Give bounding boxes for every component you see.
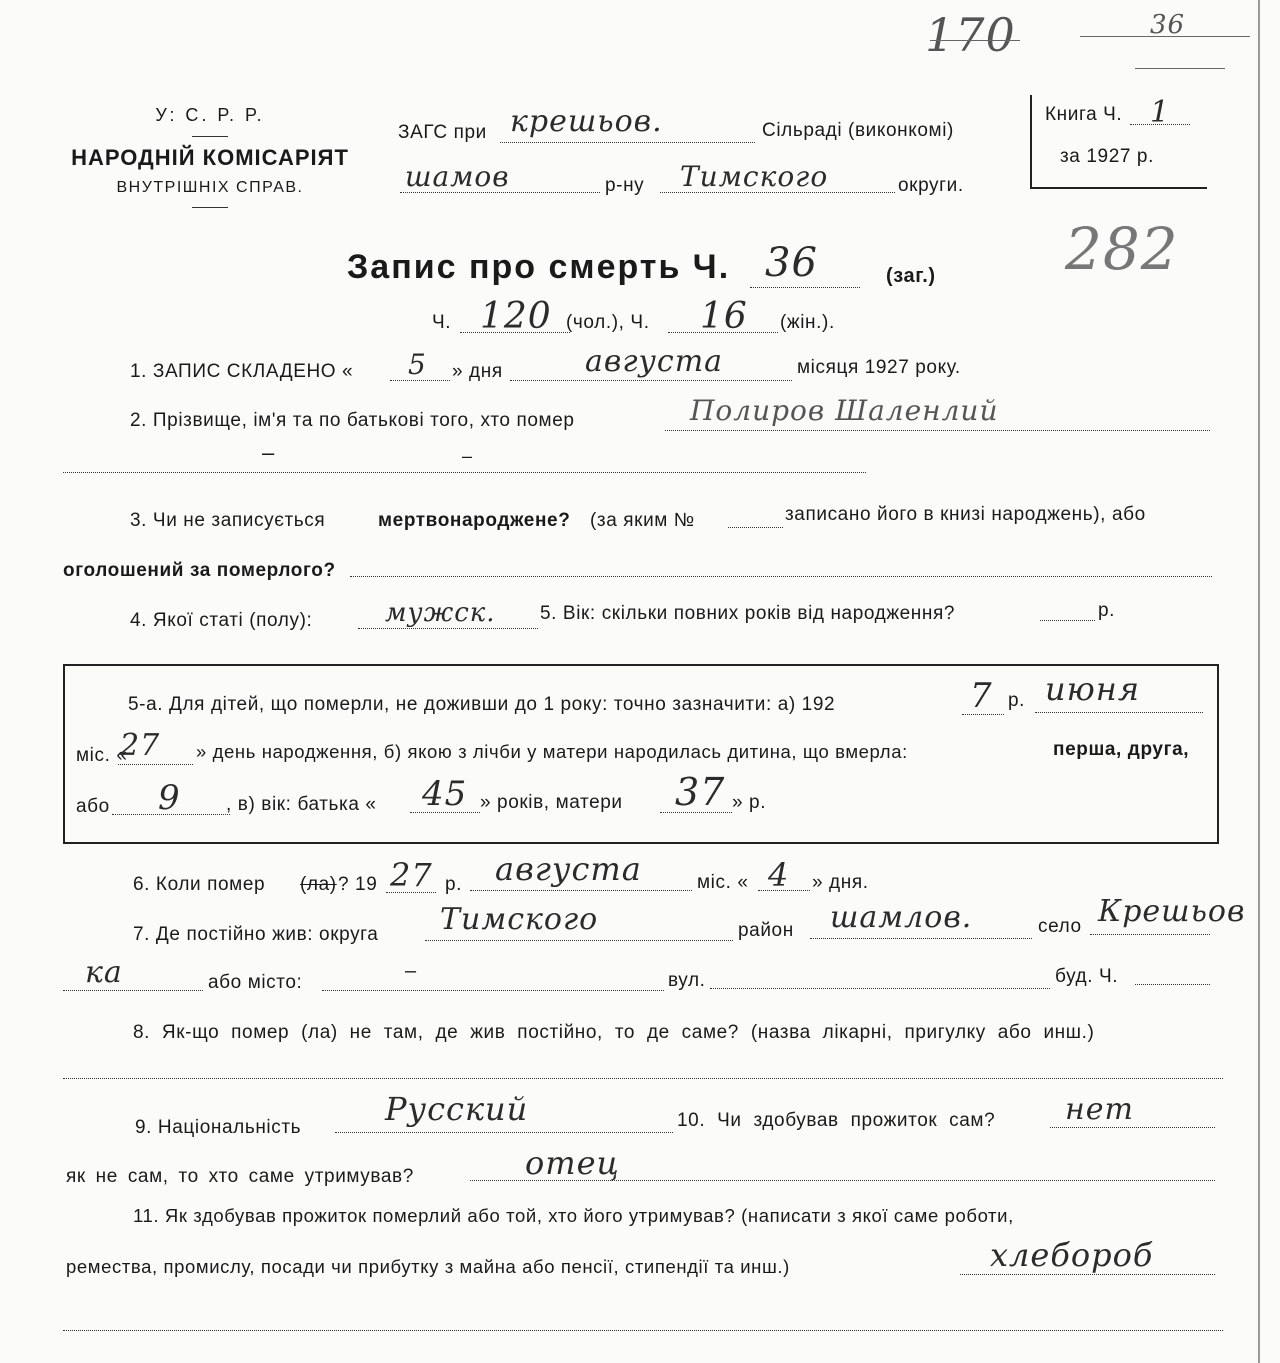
record-male-line xyxy=(460,332,570,333)
q6-month: августа xyxy=(495,850,642,888)
q7-dash: – xyxy=(405,960,417,982)
q5a-order: 9 xyxy=(158,778,181,818)
republic-label: У: С. Р. Р. xyxy=(155,105,265,125)
page-edge-line xyxy=(1258,0,1260,1363)
zags-village-suffix: Сільраді (виконкомі) xyxy=(762,120,954,141)
q5a-day-line xyxy=(118,764,193,765)
q10-value: нет xyxy=(1065,1092,1134,1127)
q3-text-b: (за яким № xyxy=(590,510,695,531)
q6-struck: (ла) xyxy=(300,874,337,895)
q7-text-d: або місто: xyxy=(208,972,303,993)
zags-village-line xyxy=(500,142,755,143)
q5-line xyxy=(1040,620,1095,621)
corner-line xyxy=(930,40,1020,41)
q1-month-line xyxy=(510,380,792,381)
q11-line-2 xyxy=(63,1330,1223,1331)
record-male-number: 120 xyxy=(480,296,552,337)
record-number-line xyxy=(750,287,860,288)
q2-line xyxy=(665,430,1210,431)
q3-text-a: 3. Чи не записується xyxy=(130,510,326,531)
q3-stillborn: мертвонароджене? xyxy=(378,510,571,531)
q5a-text-d: » день народження, б) якою з лічби у матери народилась дитина, що вмерла: xyxy=(196,741,908,762)
q7-street-line xyxy=(710,988,1050,989)
record-number: 36 xyxy=(765,240,818,286)
q7-text-b: район xyxy=(738,920,794,941)
q5a-year-digit: 7 xyxy=(970,676,993,716)
q1-month: августа xyxy=(585,344,724,379)
record-ch-label: Ч. xyxy=(432,312,452,333)
q7-okrug-line xyxy=(425,940,733,941)
q2-dash-1: – xyxy=(262,440,275,465)
q7-text-a: 7. Де постійно жив: округа xyxy=(133,924,379,945)
q5a-text-e: або xyxy=(76,796,110,817)
side-number-282: 282 xyxy=(1065,215,1179,283)
q5a-father-age: 45 xyxy=(422,774,468,814)
q5-unit: р. xyxy=(1098,600,1116,621)
corner-line-right xyxy=(1080,36,1250,37)
q5a-text-b: р. xyxy=(1008,690,1026,711)
q5a-day: 27 xyxy=(120,728,161,763)
q7-city-line xyxy=(322,990,664,991)
q5a-month: июня xyxy=(1045,670,1141,708)
q6-text-c: р. xyxy=(445,874,463,895)
q9-line xyxy=(335,1132,673,1133)
issuer-header xyxy=(60,105,360,216)
zags-okrug-line xyxy=(660,192,895,193)
q3-declared-line xyxy=(350,576,1212,577)
q6-text-b: ? 19 xyxy=(338,874,378,895)
q7-district-line xyxy=(810,938,1032,939)
q4-line xyxy=(358,628,538,629)
q5a-text-f: , в) вік: батька « xyxy=(226,794,377,815)
q5a-order-line xyxy=(112,814,230,815)
q6-year-line xyxy=(386,892,436,893)
zags-district-value: шамов xyxy=(405,160,510,193)
q6-day: 4 xyxy=(768,856,790,894)
q5a-month-line xyxy=(1035,712,1203,713)
q5a-text-g: » років, матери xyxy=(480,792,623,813)
q7-village-cont-line xyxy=(63,990,203,991)
q5-text: 5. Вік: скільки повних років від народження? xyxy=(540,603,956,624)
q7-house-line xyxy=(1135,984,1210,985)
q5a-text-a: 5-а. Для дітей, що померли, не доживши до 1 року: точно зазначити: а) 192 xyxy=(128,694,836,715)
q7-house: буд. Ч. xyxy=(1055,966,1119,987)
record-male-label: (чол.), Ч. xyxy=(566,312,650,333)
q5a-year-line xyxy=(962,714,1004,715)
q7-district: шамлов. xyxy=(830,900,973,935)
book-number-line xyxy=(1130,124,1190,125)
q4-text: 4. Якої статі (полу): xyxy=(130,610,313,631)
book-year: за 1927 р. xyxy=(1060,146,1154,167)
corner-line-right-2 xyxy=(1135,68,1225,69)
q1-text-a: 1. ЗАПИС СКЛАДЕНО « xyxy=(130,361,354,382)
q3-declared: оголошений за померлого? xyxy=(63,560,336,581)
q2-dash-2: – xyxy=(462,446,473,466)
q9-value: Русский xyxy=(385,1090,529,1128)
record-female-line xyxy=(668,332,778,333)
q7-village-cont: ка xyxy=(85,955,123,990)
q1-day: 5 xyxy=(408,348,427,381)
record-female-label: (жін.). xyxy=(780,312,835,333)
q8-text: 8. Як-що помер (ла) не там, де жив постійно, то де саме? (назва лікарні, пригулку або инш.) xyxy=(133,1022,1095,1043)
q6-text-a: 6. Коли помер xyxy=(133,874,266,895)
q2-value: Полиров Шаленлий xyxy=(690,394,999,427)
q10b-line xyxy=(470,1180,1215,1181)
header-divider xyxy=(192,136,228,137)
q10-text: 10. Чи здобував прожиток сам? xyxy=(677,1110,996,1131)
commissariat-label: НАРОДНІЙ КОМІСАРІЯТ xyxy=(71,145,349,170)
q11-value: хлебороб xyxy=(990,1236,1154,1274)
q1-day-line xyxy=(390,380,450,381)
zags-prefix: ЗАГС при xyxy=(398,122,487,143)
q6-month-line xyxy=(470,890,692,891)
corner-number-36: 36 xyxy=(1150,10,1186,40)
zags-district-label: р-ну xyxy=(605,175,645,196)
department-label: ВНУТРІШНІХ СПРАВ. xyxy=(116,179,304,196)
q9-text: 9. Національність xyxy=(135,1117,302,1138)
zags-district-line xyxy=(400,192,600,193)
book-label: Книга Ч. xyxy=(1045,104,1123,125)
q6-text-e: » дня. xyxy=(812,872,869,893)
zags-okrug-label: округи. xyxy=(898,175,964,196)
q7-village-line xyxy=(1090,934,1210,935)
q7-street: вул. xyxy=(668,970,706,991)
q11-line xyxy=(960,1274,1215,1275)
header-divider-bottom xyxy=(192,207,228,208)
q2-text: 2. Прізвище, ім'я та по батькові того, хто помер xyxy=(130,410,575,431)
corner-number-170: 170 xyxy=(925,8,1016,62)
q5a-mother-age: 37 xyxy=(675,770,726,814)
q10b-value: отец xyxy=(525,1144,620,1182)
q5a-mother-line xyxy=(660,812,732,813)
zags-village-value: крешьов. xyxy=(510,104,663,139)
q5a-text-c: міс. « xyxy=(76,745,128,766)
q6-year: 27 xyxy=(390,856,433,894)
record-title: Запис про смерть Ч. xyxy=(347,248,731,286)
q8-line xyxy=(63,1078,1223,1079)
q11-text-a: 11. Як здобував прожиток померлий або той, хто його утримував? (написати з якої саме роботи, xyxy=(133,1205,1014,1226)
q5a-father-line xyxy=(410,812,480,813)
q7-text-c: село xyxy=(1038,916,1082,937)
q4-value: мужск. xyxy=(385,598,496,628)
q3-text-c: записано його в книзі народжень), або xyxy=(785,504,1146,525)
q6-day-line xyxy=(758,890,810,891)
q7-village: Крешьов xyxy=(1098,894,1246,929)
q10b-text: як не сам, то хто саме утримував? xyxy=(66,1166,414,1187)
record-female-number: 16 xyxy=(700,296,748,337)
q10-line xyxy=(1050,1127,1215,1128)
q5a-text-h: » р. xyxy=(732,792,767,813)
record-total-label: (заг.) xyxy=(886,265,936,287)
q2-line-2 xyxy=(63,472,866,473)
q11-text-b: ремества, промислу, посади чи прибутку з майна або пенсії, стипендії та инш.) xyxy=(66,1256,790,1277)
q5a-options: перша, друга, xyxy=(1053,739,1190,760)
q1-text-c: місяця 1927 року. xyxy=(797,357,961,378)
q3-number-line xyxy=(728,527,783,528)
zags-okrug-value: Тимского xyxy=(680,160,829,193)
q6-text-d: міс. « xyxy=(697,872,749,893)
book-number: 1 xyxy=(1150,95,1171,130)
q1-text-b: » дня xyxy=(452,361,503,382)
q7-okrug: Тимского xyxy=(440,902,599,937)
